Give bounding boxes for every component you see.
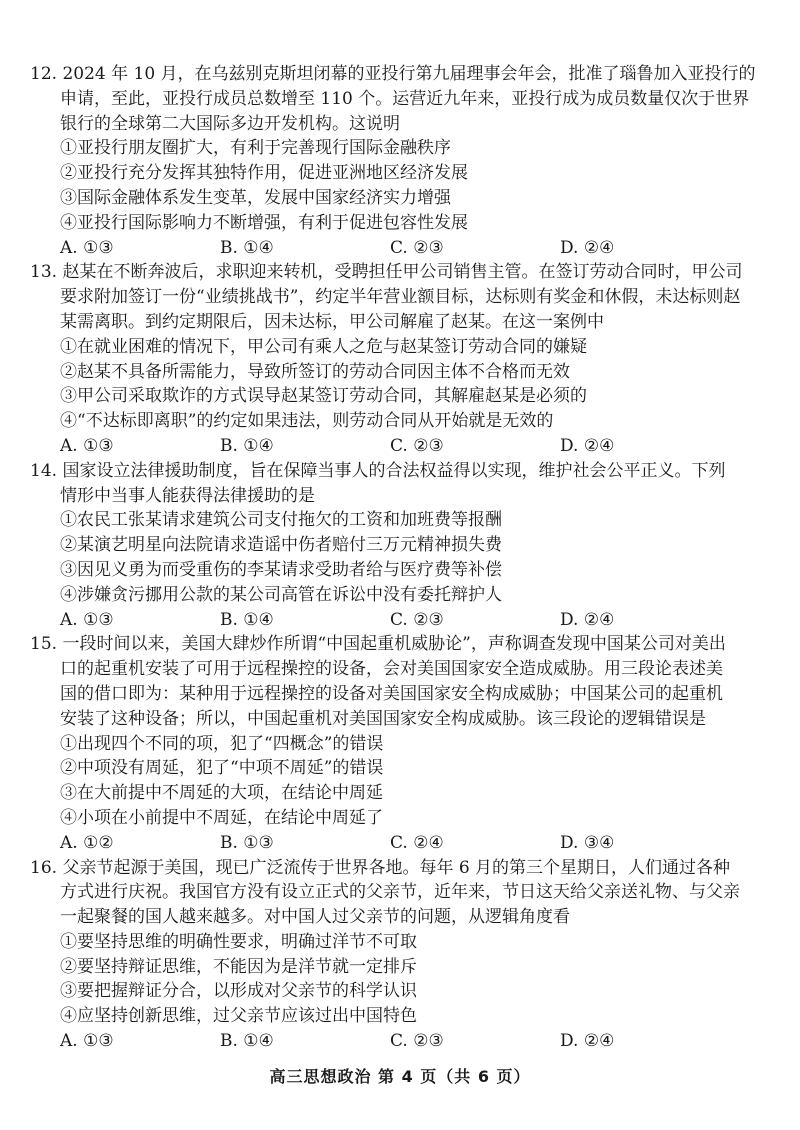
- question-13: [30, 260, 782, 458]
- question-stem-line: 15. 一段时间以来，美国大肆炒作所谓“中国起重机威胁论”，声称调查发现中国某公司对美出: [30, 634, 726, 655]
- answer-choice-b: B. ①④: [220, 1031, 274, 1052]
- answer-choice-d: D. ②④: [560, 609, 615, 630]
- question-stem-line: 13. 赵某在不断奔波后，求职迎来转机，受聘担任甲公司销售主管。在签订劳动合同时，甲公司: [30, 262, 743, 283]
- question-stem-line: 申请，至此，亚投行成员总数增至 110 个。运营近九年来，亚投行成为成员数量仅次于世界: [60, 88, 750, 109]
- option-statement: ④亚投行国际影响力不断增强，有利于促进包容性发展: [60, 212, 468, 233]
- option-statement: ③甲公司采取欺诈的方式误导赵某签订劳动合同，其解雇赵某是必须的: [60, 386, 587, 407]
- option-statement: ③要把握辩证分合，以形成对父亲节的科学认识: [60, 981, 417, 1002]
- option-statement: ④“不达标即离职”的约定如果违法，则劳动合同从开始就是无效的: [60, 411, 554, 432]
- question-stem-line: 16. 父亲节起源于美国，现已广泛流传于世界各地。每年 6 月的第三个星期日，人们通过各种: [30, 857, 731, 878]
- question-stem-line: 一起聚餐的国人越来越多。对中国人过父亲节的问题，从逻辑角度看: [60, 907, 570, 928]
- answer-choice-c: C. ②③: [390, 1031, 444, 1052]
- question-stem-line: 14. 国家设立法律援助制度，旨在保障当事人的合法权益得以实现，维护社会公平正义。下列: [30, 460, 726, 481]
- answer-choices: [30, 608, 782, 633]
- answer-choices: [30, 236, 782, 261]
- option-statement: ②中项没有周延，犯了“中项不周延”的错误: [60, 758, 384, 779]
- question-stem-line: 国的借口即为：某种用于远程操控的设备对美国国家安全构成威胁；中国某公司的起重机: [60, 683, 723, 704]
- question-stem-line: 安装了这种设备；所以，中国起重机对美国国家安全构成威胁。该三段论的逻辑错误是: [60, 708, 706, 729]
- question-stem-line: 银行的全球第二大国际多边开发机构。这说明: [60, 113, 400, 134]
- question-16: [30, 856, 782, 1054]
- answer-choice-d: D. ②④: [560, 1031, 615, 1052]
- page-footer: 高三思想政治 第 4 页（共 6 页）: [269, 1067, 531, 1086]
- option-statement: ①出现四个不同的项，犯了“四概念”的错误: [60, 733, 384, 754]
- option-statement: ②某演艺明星向法院请求造谣中伤者赔付三万元精神损失费: [60, 535, 502, 556]
- answer-choice-b: B. ①④: [220, 435, 274, 456]
- option-statement: ③因见义勇为而受重伤的李某请求受助者给与医疗费等补偿: [60, 559, 502, 580]
- question-stem-line: 某需离职。到约定期限后，因未达标，甲公司解雇了赵某。在这一案例中: [60, 311, 604, 332]
- answer-choice-d: D. ③④: [560, 832, 615, 853]
- answer-choice-d: D. ②④: [560, 435, 615, 456]
- option-statement: ①亚投行朋友圈扩大，有利于完善现行国际金融秩序: [60, 138, 451, 159]
- answer-choice-b: B. ①④: [220, 609, 274, 630]
- question-stem-line: 口的起重机安装了可用于远程操控的设备，会对美国国家安全造成威胁。用三段论表述美: [60, 659, 723, 680]
- question-stem-line: 情形中当事人能获得法律援助的是: [60, 485, 315, 506]
- option-statement: ①要坚持思维的明确性要求，明确过洋节不可取: [60, 931, 417, 952]
- answer-choice-c: C. ②③: [390, 609, 444, 630]
- answer-choice-a: A. ①③: [60, 435, 114, 456]
- option-statement: ④应坚持创新思维，过父亲节应该过出中国特色: [60, 1006, 417, 1027]
- answer-choice-c: C. ②③: [390, 237, 444, 258]
- option-statement: ①在就业困难的情况下，甲公司有乘人之危与赵某签订劳动合同的嫌疑: [60, 336, 587, 357]
- answer-choice-b: B. ①③: [220, 832, 274, 853]
- answer-choice-a: A. ①③: [60, 609, 114, 630]
- answer-choice-c: C. ②③: [390, 435, 444, 456]
- option-statement: ④涉嫌贪污挪用公款的某公司高管在诉讼中没有委托辩护人: [60, 584, 502, 605]
- option-statement: ②要坚持辩证思维，不能因为是洋节就一定排斥: [60, 956, 417, 977]
- question-stem-line: 要求附加签订一份“业绩挑战书”，约定半年营业额目标，达标则有奖金和休假，未达标则赵: [60, 287, 741, 308]
- option-statement: ②亚投行充分发挥其独特作用，促进亚洲地区经济发展: [60, 163, 468, 184]
- question-list: [30, 62, 782, 1054]
- answer-choice-b: B. ①④: [220, 237, 274, 258]
- answer-choices: [30, 1029, 782, 1054]
- answer-choice-a: A. ①②: [60, 832, 114, 853]
- option-statement: ③在大前提中不周延的大项，在结论中周延: [60, 783, 383, 804]
- answer-choices: [30, 434, 782, 459]
- question-stem-line: 12. 2024 年 10 月，在乌兹别克斯坦闭幕的亚投行第九届理事会年会，批准了瑙鲁加入亚投行的: [30, 64, 756, 84]
- answer-choice-a: A. ①③: [60, 237, 114, 258]
- option-statement: ④小项在小前提中不周延，在结论中周延了: [60, 807, 383, 828]
- question-14: [30, 459, 782, 633]
- question-stem-line: 方式进行庆祝。我国官方没有设立正式的父亲节，近年来，节日这天给父亲送礼物、与父亲: [60, 882, 740, 903]
- question-12: [30, 62, 782, 260]
- answer-choice-d: D. ②④: [560, 237, 615, 258]
- answer-choice-c: C. ②④: [390, 832, 444, 853]
- answer-choices: [30, 831, 782, 856]
- option-statement: ①农民工张某请求建筑公司支付拖欠的工资和加班费等报酬: [60, 510, 502, 531]
- question-15: [30, 632, 782, 855]
- option-statement: ②赵某不具备所需能力，导致所签订的劳动合同因主体不合格而无效: [60, 361, 570, 382]
- answer-choice-a: A. ①③: [60, 1031, 114, 1052]
- option-statement: ③国际金融体系发生变革，发展中国家经济实力增强: [60, 187, 451, 208]
